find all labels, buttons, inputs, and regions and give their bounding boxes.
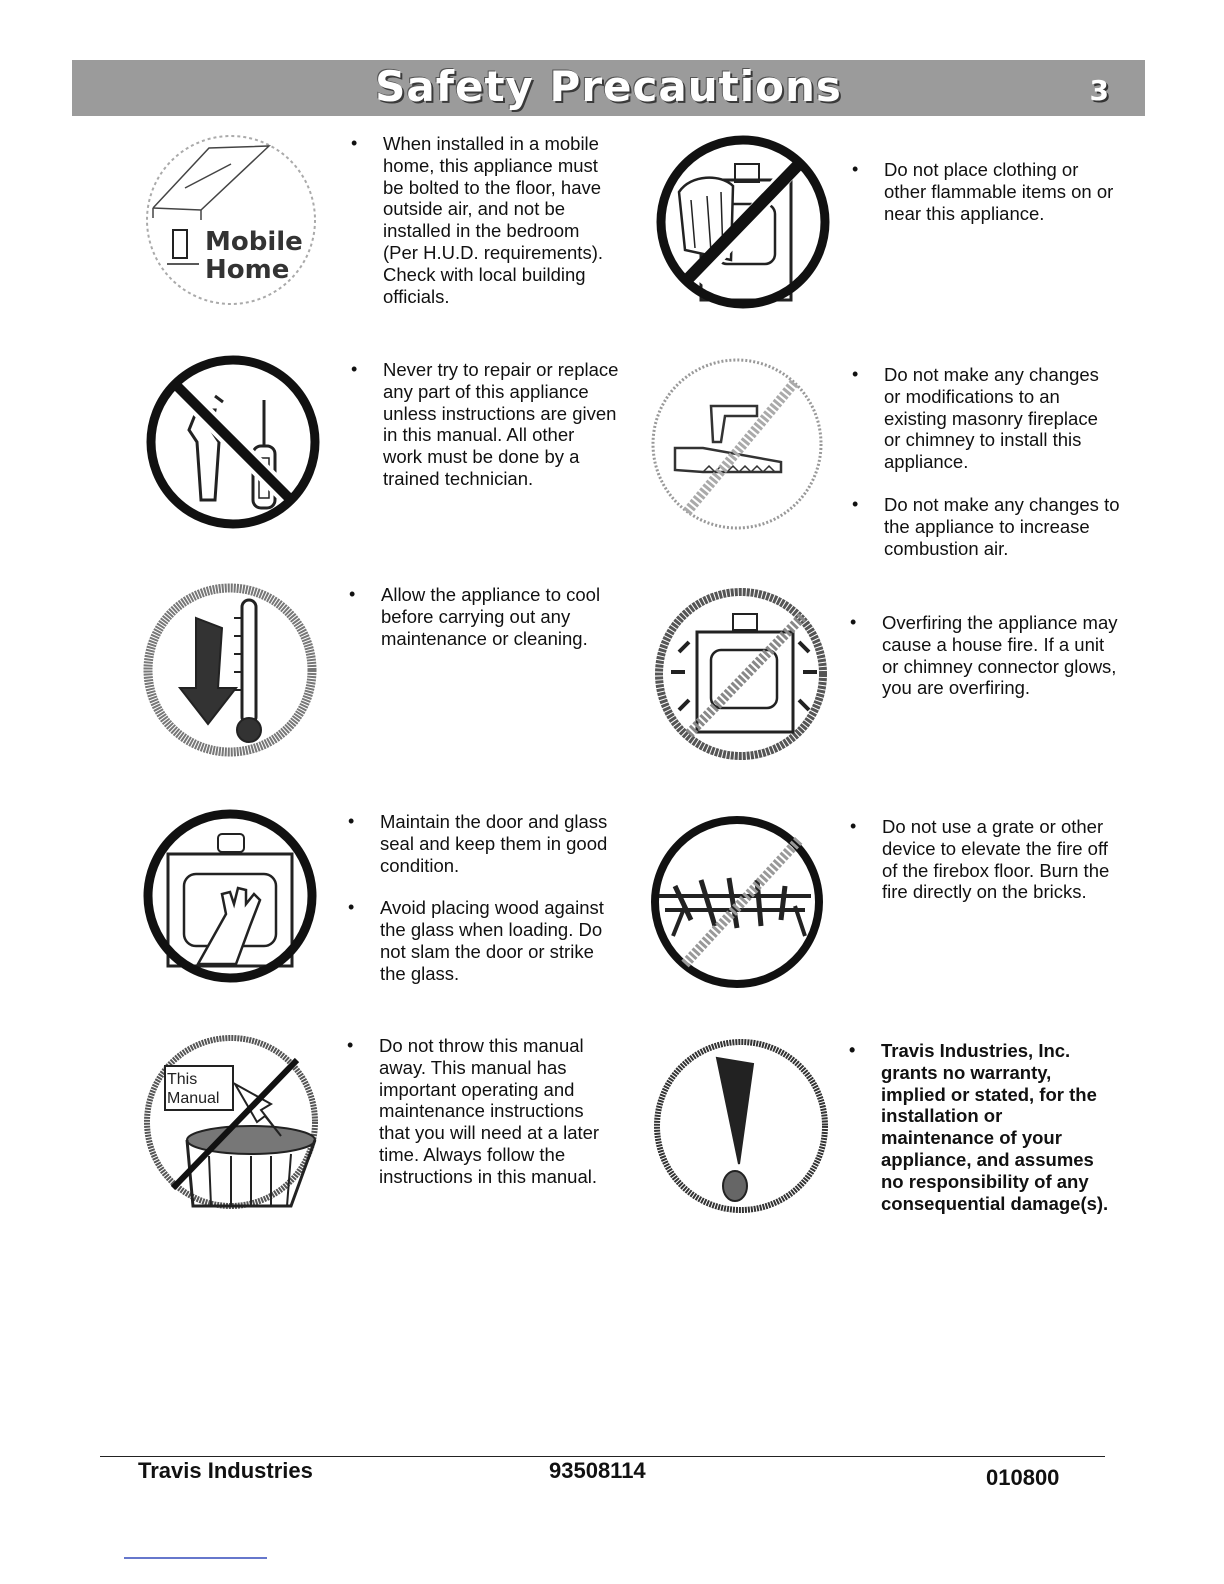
- footer-part-number: 93508114: [549, 1458, 646, 1483]
- precaution-text: • Avoid placing wood against the glass when loading. Do not slam the door or strike the glass.: [344, 897, 644, 984]
- no-grate-icon: [645, 810, 829, 994]
- warning-exclamation-icon: [649, 1034, 833, 1218]
- precaution-no-modifications: [848, 364, 1148, 580]
- door-glass-seal-icon: [138, 804, 322, 988]
- precaution-text: • Never try to repair or replace any part of this appliance unless instructions are given in this manual. All other work must be done by a trained technician.: [347, 359, 647, 490]
- precaution-no-clothing: [848, 159, 1148, 245]
- precaution-text: • When installed in a mobile home, this appliance must be bolted to the floor, have outside air, and not be installed in the bedroom (Per H.U.D. requirements). Check with local building officials.: [347, 133, 647, 307]
- cool-down-thermometer-icon: [138, 578, 322, 762]
- footer-divider: [100, 1456, 1105, 1457]
- footer-date-code: 010800: [986, 1465, 1060, 1490]
- manual-label-1: This: [167, 1071, 198, 1088]
- precaution-text: • Do not throw this manual away. This manual has important operating and maintenance instructions that you will need at a later time. Always follow the instructions in this manual.: [343, 1035, 643, 1188]
- keep-manual-icon: [139, 1030, 323, 1214]
- header-bar: [72, 60, 1145, 116]
- precaution-overfiring: [846, 612, 1146, 720]
- no-clothing-on-stove-icon: [651, 130, 835, 314]
- no-modifications-icon: [645, 352, 829, 536]
- precaution-no-grate: [846, 816, 1146, 924]
- precaution-door-glass: [344, 811, 644, 1006]
- footer-company: Travis Industries: [138, 1458, 313, 1483]
- precaution-allow-cool: [345, 584, 645, 670]
- manual-label-2: Manual: [167, 1090, 220, 1107]
- precaution-text: • Travis Industries, Inc. grants no warranty, implied or stated, for the installation or maintenance of your appliance, and assumes no responsibility of any consequential damage(s).: [845, 1040, 1145, 1214]
- page-edge-mark: [124, 1557, 267, 1559]
- precaution-keep-manual: [343, 1035, 643, 1209]
- precaution-warranty: [845, 1040, 1145, 1235]
- precaution-text: • Overfiring the appliance may cause a house fire. If a unit or chimney connector glows, you are overfiring.: [846, 612, 1146, 699]
- precaution-text: • Maintain the door and glass seal and keep them in good condition.: [344, 811, 644, 876]
- page-title: Safety Precautions: [375, 62, 842, 111]
- precaution-text: • Do not place clothing or other flammable items on or near this appliance.: [848, 159, 1148, 224]
- precaution-text: • Do not make any changes to the appliance to increase combustion air.: [848, 494, 1148, 559]
- page-number: 3: [1089, 74, 1109, 107]
- precaution-text: • Do not use a grate or other device to elevate the fire off of the firebox floor. Burn the fire directly on the bricks.: [846, 816, 1146, 903]
- mobile-home-label-2: Home: [205, 255, 290, 285]
- no-tools-icon: [141, 350, 325, 534]
- precaution-text: • Allow the appliance to cool before carrying out any maintenance or cleaning.: [345, 584, 645, 649]
- precaution-mobile-home: [347, 133, 647, 328]
- no-overfiring-icon: [649, 582, 833, 766]
- precaution-no-repairs: [347, 359, 647, 511]
- mobile-home-label-1: Mobile: [205, 227, 303, 257]
- precaution-text: • Do not make any changes or modifications to an existing masonry fireplace or chimney to install this appliance.: [848, 364, 1148, 473]
- mobile-home-icon: [139, 128, 323, 312]
